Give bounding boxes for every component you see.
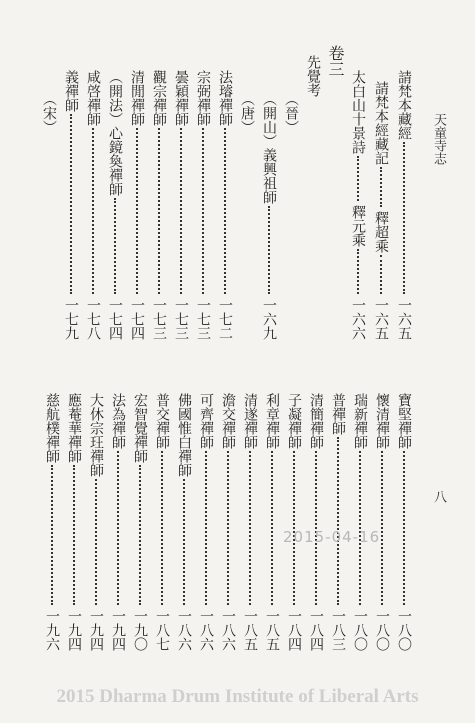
toc-entry bbox=[89, 393, 103, 651]
toc-entry bbox=[331, 393, 345, 651]
entry-title: 子凝禪師 bbox=[286, 393, 302, 449]
scan-date-stamp: 2015-04-16 bbox=[283, 528, 381, 546]
leader-dots bbox=[403, 142, 405, 294]
entry-page: 一七三 bbox=[173, 298, 189, 340]
leader-dots bbox=[139, 465, 141, 605]
bleed-through-text bbox=[354, 150, 373, 202]
entry-title: 普禪師 bbox=[330, 393, 346, 435]
entry-title: 義禪師 bbox=[63, 70, 79, 112]
entry-page: 一六五 bbox=[396, 298, 412, 340]
entry-page: 一九四 bbox=[88, 609, 104, 651]
toc-entry bbox=[64, 70, 78, 340]
toc-entry bbox=[221, 393, 235, 651]
toc-entry bbox=[375, 393, 389, 651]
toc-entry bbox=[397, 70, 411, 340]
entry-title: 大休宗玨禪師 bbox=[88, 393, 104, 477]
entry-page: 一八〇 bbox=[374, 609, 390, 651]
toc-entry bbox=[174, 70, 188, 340]
entry-title: 曇穎禪師 bbox=[173, 70, 189, 126]
toc-entry bbox=[287, 393, 301, 651]
dynasty-label: （唐） bbox=[239, 92, 255, 134]
entry-title: 太白山十景詩 bbox=[350, 70, 366, 154]
entry-title: 澹交禪師 bbox=[220, 393, 236, 449]
entry-page: 一八〇 bbox=[352, 609, 368, 651]
leader-dots bbox=[268, 206, 270, 294]
toc-entry bbox=[309, 393, 323, 651]
toc-entry bbox=[196, 70, 210, 340]
entry-title: 清簡禪師 bbox=[308, 393, 324, 449]
toc-entry bbox=[353, 393, 367, 651]
entry-title: 清閒禪師 bbox=[129, 70, 145, 126]
entry-page: 一八六 bbox=[198, 609, 214, 651]
toc-entry bbox=[243, 393, 257, 651]
entry-title: （開法）心鏡奐禪師 bbox=[107, 70, 123, 196]
entry-title: 宏智覺禪師 bbox=[132, 393, 148, 463]
toc-entry bbox=[397, 393, 411, 651]
entry-page: 一八五 bbox=[242, 609, 258, 651]
entry-page: 一七八 bbox=[85, 298, 101, 340]
leader-dots bbox=[95, 479, 97, 605]
entry-page: 一六六 bbox=[350, 298, 366, 340]
section-heading: 先覺考 bbox=[305, 55, 321, 97]
entry-title: 利章禪師 bbox=[264, 393, 280, 449]
entry-title: 法璿禪師 bbox=[217, 70, 233, 126]
toc-entry bbox=[199, 393, 213, 651]
toc-entry bbox=[111, 393, 125, 651]
entry-title: 佛國惟白禪師 bbox=[176, 393, 192, 477]
entry-title: 法為禪師 bbox=[110, 393, 126, 449]
toc-entry bbox=[67, 393, 81, 651]
leader-dots bbox=[114, 198, 116, 294]
entry-title: （開山）義興祖師 bbox=[261, 92, 277, 204]
leader-dots bbox=[51, 465, 53, 605]
leader-dots bbox=[180, 128, 182, 294]
leader-dots bbox=[380, 167, 382, 207]
toc-entry bbox=[45, 393, 59, 651]
entry-author: 釋超乘 bbox=[373, 210, 389, 253]
leader-dots bbox=[70, 114, 72, 294]
dynasty-label: （晉） bbox=[283, 92, 299, 134]
leader-dots bbox=[381, 451, 383, 605]
toc-entry bbox=[177, 393, 191, 651]
entry-page: 一九六 bbox=[44, 609, 60, 651]
leader-dots bbox=[224, 128, 226, 294]
toc-entry bbox=[262, 92, 276, 340]
entry-title: 瑞新禪師 bbox=[352, 393, 368, 449]
leader-dots bbox=[117, 451, 119, 605]
entry-title: 應菴華禪師 bbox=[66, 393, 82, 463]
leader-dots bbox=[227, 451, 229, 605]
entry-page: 一九四 bbox=[110, 609, 126, 651]
institution-watermark: 2015 Dharma Drum Institute of Liberal Arts bbox=[56, 686, 419, 707]
entry-title: 寶堅禪師 bbox=[396, 393, 412, 449]
toc-entry bbox=[108, 70, 122, 340]
entry-page: 一九〇 bbox=[132, 609, 148, 651]
entry-title: 請梵本經藏記 bbox=[373, 81, 389, 165]
entry-page: 一七四 bbox=[129, 298, 145, 340]
toc-entry bbox=[130, 70, 144, 340]
entry-author: 釋元乘 bbox=[350, 205, 366, 247]
toc-entry bbox=[374, 81, 388, 340]
entry-page: 一七四 bbox=[107, 298, 123, 340]
toc-entry bbox=[155, 393, 169, 651]
toc-entry bbox=[265, 393, 279, 651]
entry-page: 一八〇 bbox=[396, 609, 412, 651]
leader-dots bbox=[92, 128, 94, 294]
entry-page: 一六五 bbox=[373, 298, 389, 340]
entry-page: 一八六 bbox=[220, 609, 236, 651]
entry-title: 懷清禪師 bbox=[374, 393, 390, 449]
leader-dots bbox=[73, 465, 75, 605]
entry-page: 一七九 bbox=[63, 298, 79, 340]
book-title: 天童寺志 bbox=[431, 113, 446, 165]
entry-page: 一八四 bbox=[308, 609, 324, 651]
leader-dots bbox=[357, 249, 359, 294]
page-number: 八 bbox=[431, 490, 446, 503]
entry-title: 普交禪師 bbox=[154, 393, 170, 449]
leader-dots bbox=[380, 255, 382, 295]
entry-page: 一七二 bbox=[217, 298, 233, 340]
entry-page: 一八七 bbox=[154, 609, 170, 651]
entry-title: 宗弼禪師 bbox=[195, 70, 211, 126]
leader-dots bbox=[183, 479, 185, 605]
entry-title: 可齊禪師 bbox=[198, 393, 214, 449]
toc-entry bbox=[218, 70, 232, 340]
volume-heading: 卷三 bbox=[326, 45, 345, 77]
leader-dots bbox=[271, 451, 273, 605]
toc-entry bbox=[133, 393, 147, 651]
entry-page: 一八三 bbox=[330, 609, 346, 651]
entry-title: 請梵本藏經 bbox=[396, 70, 412, 140]
leader-dots bbox=[158, 128, 160, 294]
entry-page: 一七三 bbox=[151, 298, 167, 340]
entry-page: 一八六 bbox=[176, 609, 192, 651]
entry-title: 慈航樸禪師 bbox=[44, 393, 60, 463]
leader-dots bbox=[202, 128, 204, 294]
toc-entry bbox=[351, 70, 365, 340]
entry-title: 觀宗禪師 bbox=[151, 70, 167, 126]
dynasty-label: （宋） bbox=[41, 92, 57, 134]
entry-title: 清遂禪師 bbox=[242, 393, 258, 449]
toc-entry bbox=[152, 70, 166, 340]
leader-dots bbox=[205, 451, 207, 605]
entry-page: 一六九 bbox=[261, 298, 277, 340]
entry-page: 一七三 bbox=[195, 298, 211, 340]
leader-dots bbox=[337, 437, 339, 605]
leader-dots bbox=[403, 451, 405, 605]
entry-page: 一八五 bbox=[264, 609, 280, 651]
leader-dots bbox=[249, 451, 251, 605]
toc-entry bbox=[86, 70, 100, 340]
entry-page: 一八四 bbox=[286, 609, 302, 651]
entry-page: 一九四 bbox=[66, 609, 82, 651]
leader-dots bbox=[161, 451, 163, 605]
entry-title: 咸啓禪師 bbox=[85, 70, 101, 126]
leader-dots bbox=[136, 128, 138, 294]
